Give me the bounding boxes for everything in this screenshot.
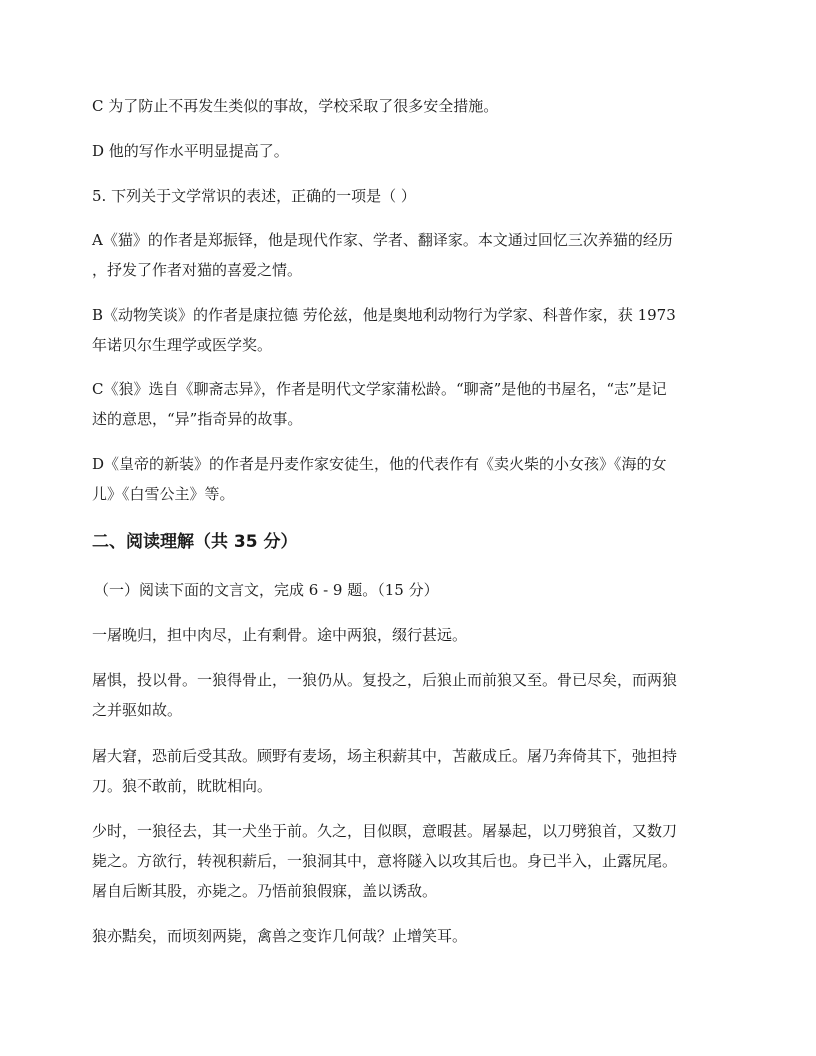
passage-paragraph-5: 狼亦黠矣，而顷刻两毙，禽兽之变诈几何哉？止增笑耳。 xyxy=(92,927,468,945)
q5-option-b-line-1: B《动物笑谈》的作者是康拉德 劳伦兹，他是奥地利动物行为学家、科普作家，获 1973 xyxy=(92,306,676,324)
q5-option-c-line-1: C《狼》选自《聊斋志异》，作者是明代文学家蒲松龄。“聊斋”是他的书屋名，“志”是记 xyxy=(92,380,667,398)
passage-paragraph-4-line-1: 少时，一狼径去，其一犬坐于前。久之，目似瞑，意暇甚。屠暴起，以刀劈狼首，又数刀 xyxy=(92,822,678,840)
question-5-stem: 5. 下列关于文学常识的表述，正确的一项是（ ） xyxy=(92,187,416,205)
q5-option-c-line-2: 述的意思，“异”指奇异的故事。 xyxy=(92,410,303,428)
q5-option-d-line-1: D《皇帝的新装》的作者是丹麦作家安徒生，他的代表作有《卖火柴的小女孩》《海的女 xyxy=(92,455,667,473)
option-d-line: D 他的写作水平明显提高了。 xyxy=(92,142,289,160)
section-2-heading: 二、阅读理解（共 35 分） xyxy=(92,532,298,552)
part-1-intro: （一）阅读下面的文言文，完成 6 - 9 题。（15 分） xyxy=(94,581,439,599)
passage-paragraph-4-line-3: 屠自后断其股，亦毙之。乃悟前狼假寐，盖以诱敌。 xyxy=(92,882,438,900)
passage-paragraph-3-line-2: 刀。狼不敢前，眈眈相向。 xyxy=(92,777,273,795)
q5-option-d-line-2: 儿》《白雪公主》等。 xyxy=(92,485,235,503)
q5-option-b-line-2: 年诺贝尔生理学或医学奖。 xyxy=(92,336,273,354)
passage-paragraph-4-line-2: 毙之。方欲行，转视积薪后，一狼洞其中，意将隧入以攻其后也。身已半入，止露尻尾。 xyxy=(92,852,678,870)
passage-paragraph-3-line-1: 屠大窘，恐前后受其敌。顾野有麦场，场主积薪其中，苫蔽成丘。屠乃奔倚其下，弛担持 xyxy=(92,747,678,765)
passage-paragraph-2-line-1: 屠惧，投以骨。一狼得骨止，一狼仍从。复投之，后狼止而前狼又至。骨已尽矣，而两狼 xyxy=(92,671,678,689)
passage-paragraph-2-line-2: 之并驱如故。 xyxy=(92,701,183,719)
option-c-line: C 为了防止不再发生类似的事故，学校采取了很多安全措施。 xyxy=(92,97,499,115)
q5-option-a-line-2: ，抒发了作者对猫的喜爱之情。 xyxy=(92,261,303,279)
q5-option-a-line-1: A《猫》的作者是郑振铎，他是现代作家、学者、翻译家。本文通过回忆三次养猫的经历 xyxy=(92,231,673,249)
passage-paragraph-1: 一屠晚归，担中肉尽，止有剩骨。途中两狼，缀行甚远。 xyxy=(92,626,468,644)
